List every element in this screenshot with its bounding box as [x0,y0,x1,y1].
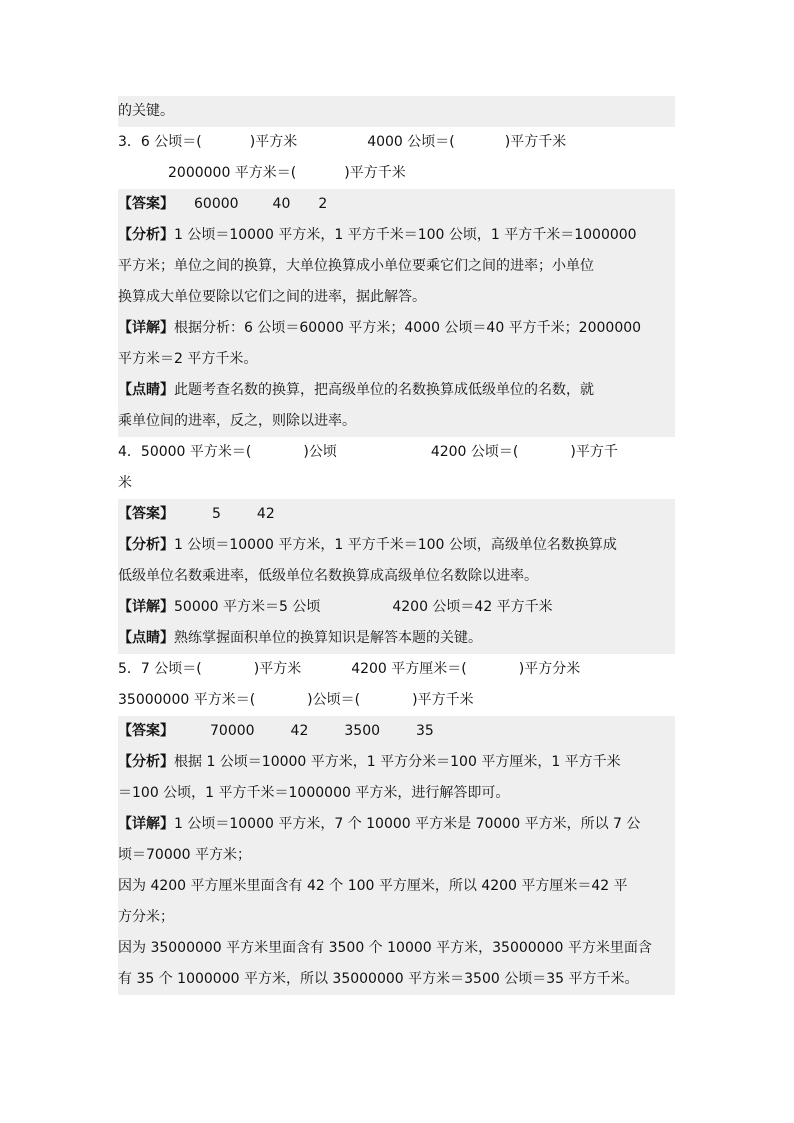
q4-part-d: )平方千 [570,444,618,460]
q3-detail-text-1: 根据分析：6 公顷＝60000 平方米；4000 公顷＝40 平方千米；2000000 [174,320,642,336]
q4-point [118,623,675,654]
q5-part-c: 4200 平方厘米＝( [351,661,467,677]
detail-tag: 【详解】 [118,816,174,832]
previous-point-tail [118,96,675,127]
q5-answer-1: 70000 [210,723,255,739]
q5-part-f: )公顷＝( [307,692,361,708]
document-body [118,96,675,995]
previous-point-text: 的关键。 [118,103,174,119]
question-4-line-2 [118,468,675,499]
detail-tag: 【详解】 [118,320,174,336]
q3-part-a: 3．6 公顷＝( [118,134,202,150]
point-tag: 【点睛】 [118,382,174,398]
q5-answer-3: 3500 [344,723,381,739]
analysis-tag: 【分析】 [118,754,174,770]
question-5-line-1 [118,654,675,685]
q3-part-e: 2000000 平方米＝( [168,165,297,181]
q5-analysis-text-2: ＝100 公顷，1 平方千米＝1000000 平方米，进行解答即可。 [118,785,510,801]
q5-analysis-text-1: 根据 1 公顷＝10000 平方米，1 平方分米＝100 平方厘米，1 平方千米 [174,754,621,770]
q3-analysis-text-3: 换算成大单位要除以它们之间的进率，据此解答。 [118,289,426,305]
question-3-line-2 [118,158,675,189]
q3-analysis-text-1: 1 公顷＝10000 平方米，1 平方千米＝100 公顷，1 平方千米＝1000000 [174,227,637,243]
point-tag: 【点睛】 [118,630,174,646]
q4-part-b: )公顷 [303,444,337,460]
q5-answer [118,716,675,747]
q5-answer-4: 35 [416,723,434,739]
question-5-line-2 [118,685,675,716]
q3-point-text-1: 此题考查名数的换算，把高级单位的名数换算成低级单位的名数，就 [174,382,594,398]
q4-analysis [118,530,675,592]
q5-part-a: 5．7 公顷＝( [118,661,202,677]
q3-part-d: )平方千米 [504,134,567,150]
answer-tag: 【答案】 [118,723,174,739]
q5-answer-2: 42 [290,723,309,739]
q5-detail-text-2: 顷＝70000 平方米； [118,847,251,863]
q5-analysis [118,747,675,809]
question-4-line-1 [118,437,675,468]
q3-detail [118,313,675,375]
q4-detail [118,592,675,623]
q3-answer-1: 60000 [194,196,239,212]
q3-point [118,375,675,437]
q5-part-b: )平方米 [253,661,302,677]
q5-part-g: )平方千米 [412,692,474,708]
q3-point-text-2: 乘单位间的进率，反之，则除以进率。 [118,413,356,429]
q3-analysis [118,220,675,313]
q4-part-e: 米 [118,475,132,491]
q5-part-e: 35000000 平方米＝( [118,692,256,708]
q5-detail-text-6: 有 35 个 1000000 平方米，所以 35000000 平方米＝3500 公顷＝35 平方千米。 [118,971,639,987]
question-3-line-1 [118,127,675,158]
analysis-tag: 【分析】 [118,537,174,553]
q3-analysis-text-2: 平方米；单位之间的换算，大单位换算成小单位要乘它们之间的进率；小单位 [118,258,594,274]
q5-detail-text-4: 方分米； [118,909,174,925]
q4-part-a: 4．50000 平方米＝( [118,444,252,460]
q3-detail-text-2: 平方米＝2 平方千米。 [118,351,258,367]
q4-answer-1: 5 [212,506,221,522]
q3-part-f: )平方千米 [344,165,406,181]
q4-part-c: 4200 公顷＝( [430,444,519,460]
q4-point-text-1: 熟练掌握面积单位的换算知识是解答本题的关键。 [174,630,482,646]
q4-answer-2: 42 [256,506,275,522]
q3-part-c: 4000 公顷＝( [367,134,455,150]
answer-tag: 【答案】 [118,196,174,212]
q3-answer [118,189,675,220]
q5-detail-text-3: 因为 4200 平方厘米里面含有 42 个 100 平方厘米，所以 4200 平方厘米＝42 平 [118,878,628,894]
answer-tag: 【答案】 [118,506,174,522]
q4-analysis-text-2: 低级单位名数乘进率，低级单位名数换算成高级单位名数除以进率。 [118,568,538,584]
q3-part-b: )平方米 [249,134,298,150]
q4-analysis-text-1: 1 公顷＝10000 平方米，1 平方千米＝100 公顷，高级单位名数换算成 [174,537,617,553]
q3-answer-2: 40 [272,196,291,212]
q4-detail-text-1: 50000 平方米＝5 公顷 [174,599,321,615]
q4-answer [118,499,675,530]
q3-answer-3: 2 [318,196,328,212]
q5-detail [118,809,675,995]
analysis-tag: 【分析】 [118,227,174,243]
q5-detail-text-1: 1 公顷＝10000 平方米，7 个 10000 平方米是 70000 平方米，所以 7 公 [174,816,641,832]
q5-part-d: )平方分米 [518,661,581,677]
q4-detail-text-2: 4200 公顷＝42 平方千米 [392,599,553,615]
detail-tag: 【详解】 [118,599,174,615]
q5-detail-text-5: 因为 35000000 平方米里面含有 3500 个 10000 平方米，35000000 平方米里面含 [118,940,652,956]
